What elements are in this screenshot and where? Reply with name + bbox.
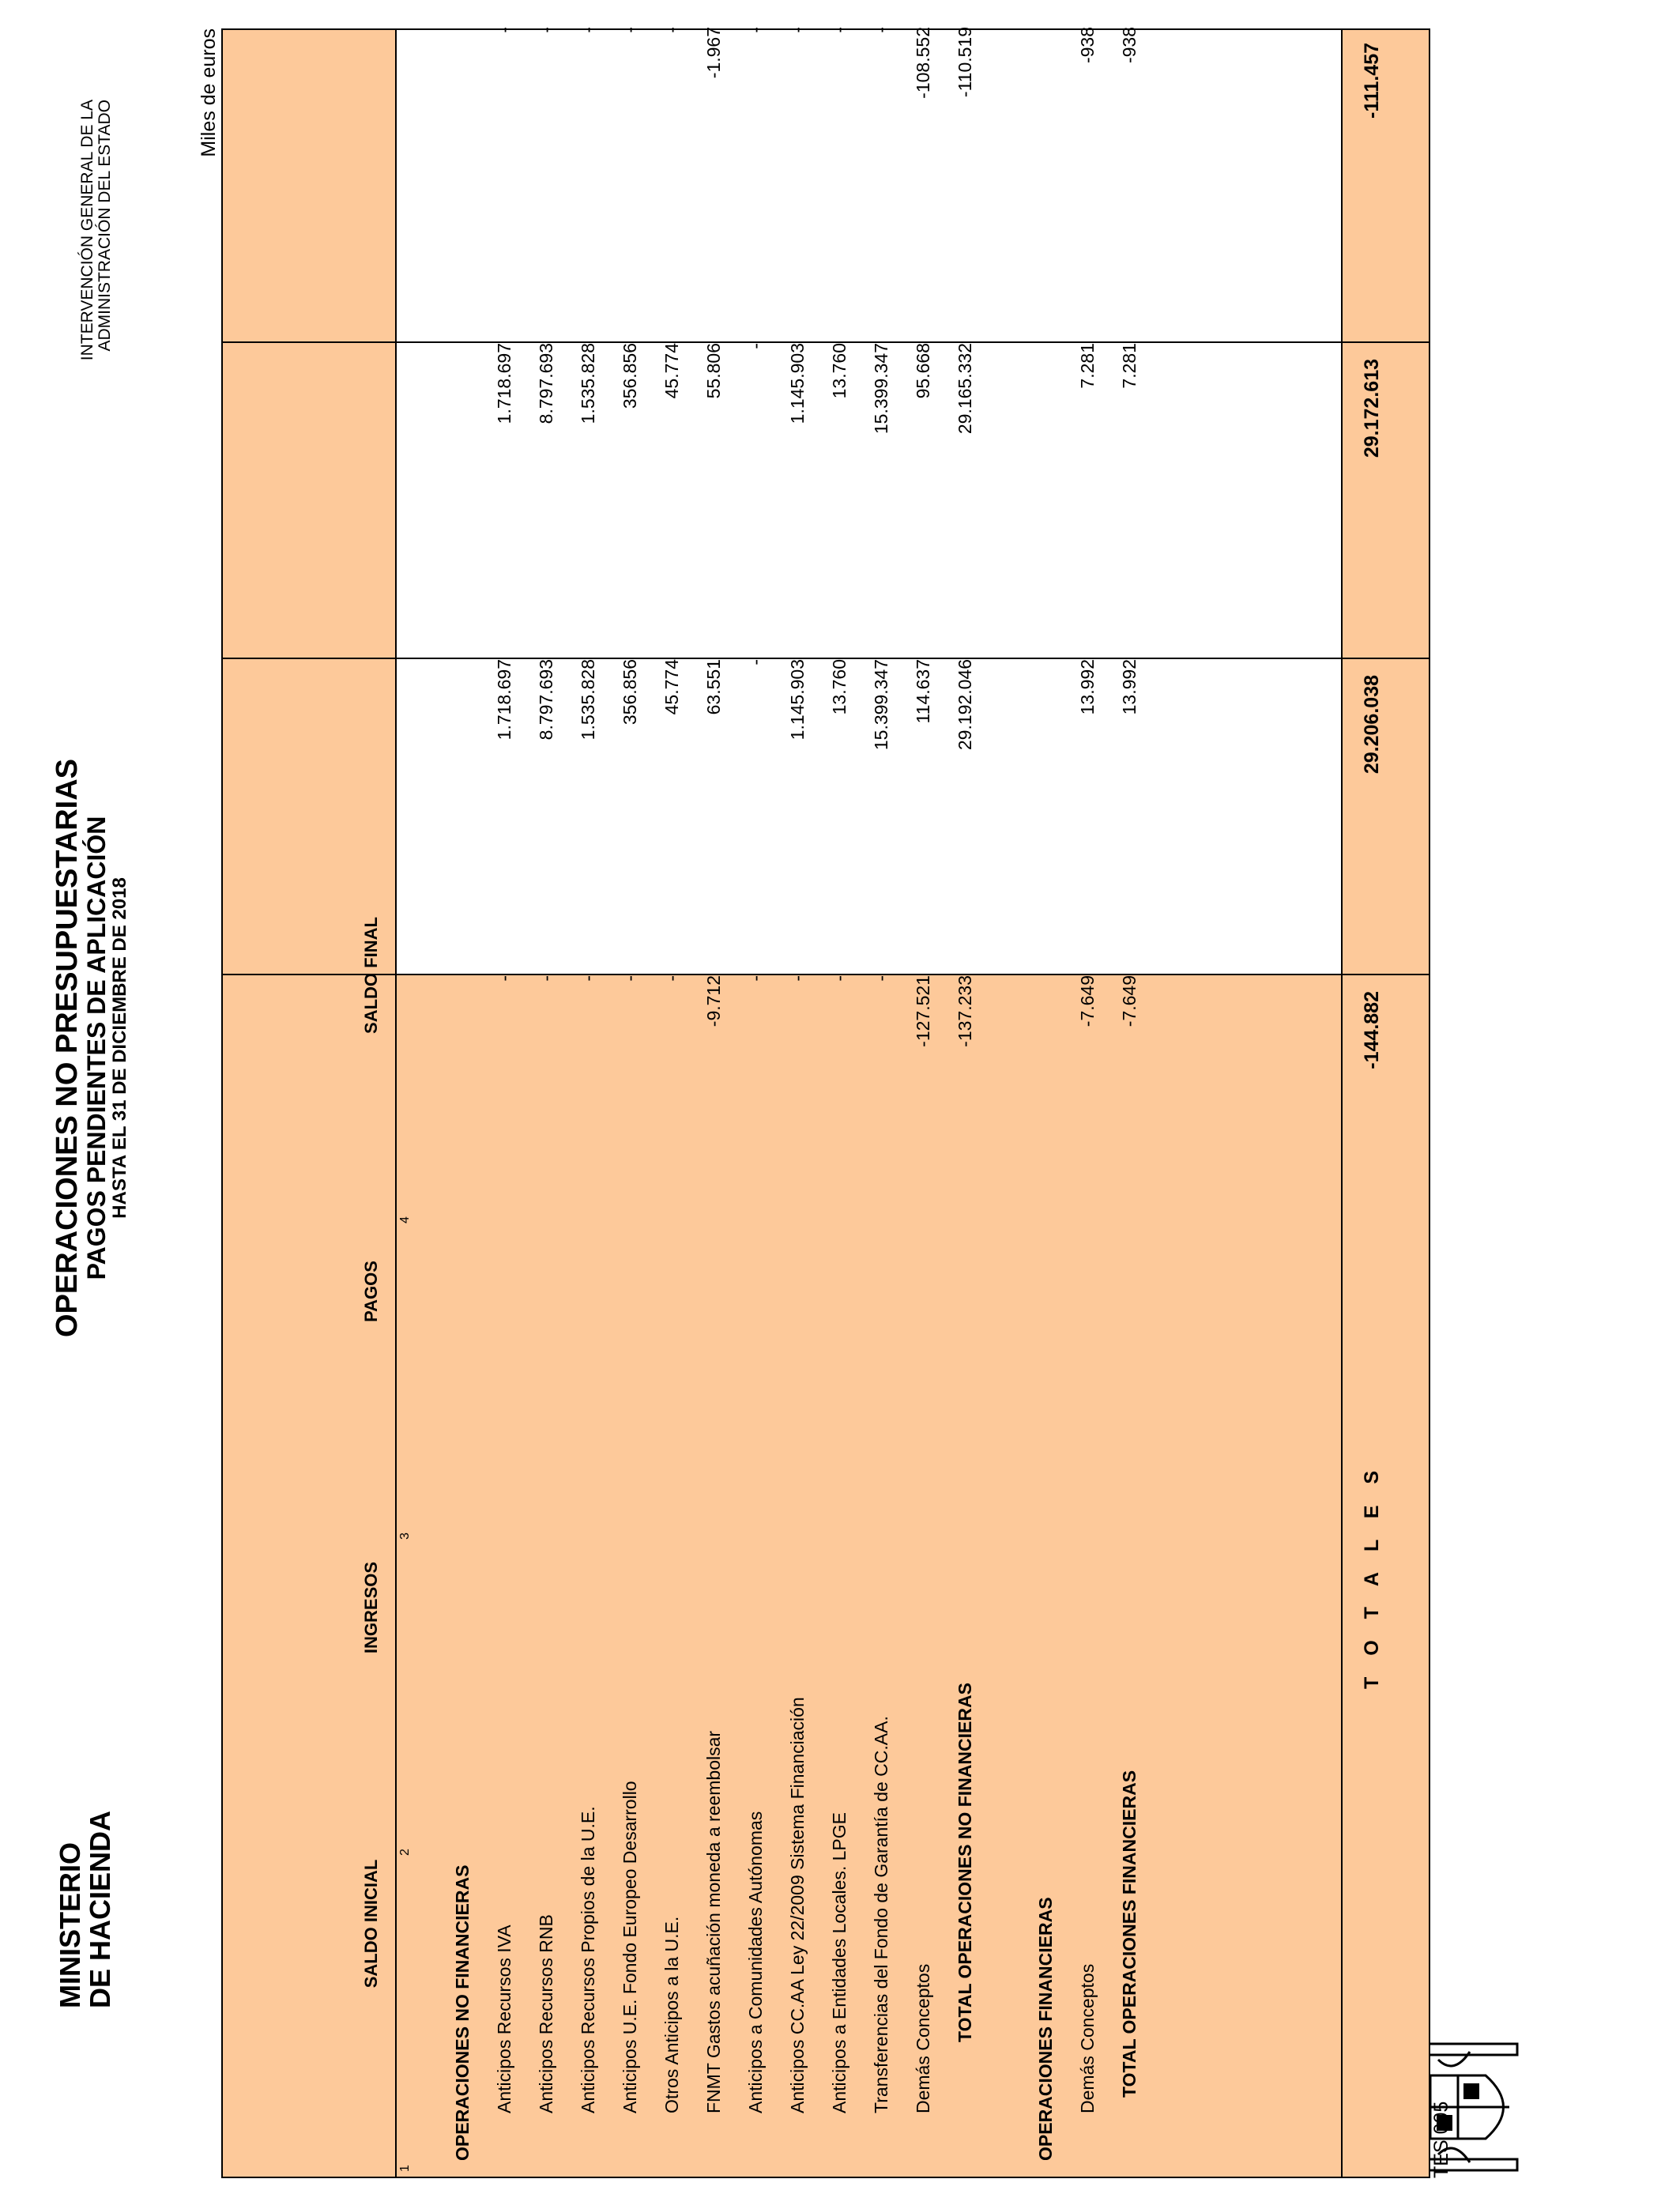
table-cell: - (829, 975, 849, 982)
table-cell: -7.649 (1119, 975, 1139, 1027)
table-cell: 7.281 (1119, 343, 1139, 389)
table-cell: -7.649 (1077, 975, 1098, 1027)
column-header-pagos: PAGOS (361, 1261, 381, 1322)
column-number: 2 (398, 1849, 412, 1856)
table-cell: - (578, 975, 598, 982)
totals-label: T O T A L E S (1361, 1462, 1383, 1690)
table-cell: 13.760 (829, 659, 849, 715)
table-cell: - (536, 975, 556, 982)
footer-code: TES 005 (1430, 2101, 1452, 2178)
table-cell: 45.774 (661, 343, 682, 399)
row-label: Anticipos a Comunidades Autónomas (745, 1811, 766, 2113)
row-label: Transferencias del Fondo de Garantía de CC.AA. (871, 1716, 891, 2113)
divider (1341, 30, 1343, 2177)
section-heading: OPERACIONES FINANCIERAS (1035, 1897, 1056, 2161)
table-cell: - (745, 975, 766, 982)
row-label: Anticipos Recursos RNB (536, 1914, 556, 2113)
table-cell: 1.718.697 (494, 343, 514, 424)
title-block (51, 692, 130, 1404)
table-cell: - (745, 343, 766, 349)
ministry-line-2: DE HACIENDA (84, 1810, 116, 2008)
row-label: Demás Conceptos (913, 1963, 933, 2113)
table-cell: 1.535.828 (578, 659, 598, 741)
table-cell: - (871, 975, 891, 982)
table-cell: 45.774 (661, 659, 682, 715)
table-cell: 7.281 (1077, 343, 1098, 389)
divider (223, 341, 1429, 343)
page-subtitle: PAGOS PENDIENTES DE APLICACIÓN (82, 816, 111, 1280)
table-cell: 114.637 (913, 659, 933, 724)
table-cell: 1.718.697 (494, 659, 514, 741)
table-cell: - (871, 27, 891, 33)
data-table (221, 28, 1430, 2178)
column-header-saldo-final: SALDO FINAL (361, 917, 381, 1034)
table-cell: -108.552 (913, 27, 933, 99)
table-cell: -938 (1119, 27, 1139, 64)
total-saldo-inicial: -144.882 (1361, 991, 1383, 1069)
table-cell: - (787, 975, 808, 982)
subtotal-label: TOTAL OPERACIONES NO FINANCIERAS (955, 1683, 975, 2042)
table-cell: 356.856 (620, 659, 640, 726)
column-number: 3 (398, 1532, 412, 1540)
divider (223, 658, 1429, 659)
table-cell: 63.551 (703, 659, 724, 715)
agency-name (79, 100, 114, 416)
table-cell: 95.668 (913, 343, 933, 399)
table-cell: 29.192.046 (955, 659, 975, 751)
table-cell: 1.145.903 (787, 343, 808, 424)
divider (223, 974, 1429, 975)
agency-line-2: ADMINISTRACIÓN DEL ESTADO (96, 100, 114, 352)
table-cell: 15.399.347 (871, 659, 891, 751)
table-cell: - (620, 975, 640, 982)
row-label: Anticipos Recursos Propios de la U.E. (578, 1806, 598, 2113)
ministry-name (55, 1811, 115, 2008)
row-label: Anticipos U.E. Fondo Europeo Desarrollo (620, 1781, 640, 2113)
table-cell: - (661, 27, 682, 33)
table-cell: - (494, 27, 514, 33)
table-cell: - (745, 659, 766, 665)
agency-line-1: INTERVENCIÓN GENERAL DE LA (78, 100, 96, 361)
divider (395, 30, 397, 2177)
row-label: Anticipos Recursos IVA (494, 1924, 514, 2113)
table-cell: -127.521 (913, 975, 933, 1047)
table-cell: - (745, 27, 766, 33)
units-label: Miles de euros (198, 28, 220, 157)
total-pagos: 29.172.613 (1361, 359, 1383, 458)
table-cell: 13.992 (1119, 659, 1139, 715)
table-cell: - (661, 975, 682, 982)
column-number: 4 (398, 1216, 412, 1223)
table-cell: - (620, 27, 640, 33)
column-header-saldo-inicial: SALDO INICIAL (361, 1859, 381, 1989)
row-label: Anticipos a Entidades Locales. LPGE (829, 1811, 849, 2113)
table-cell: -938 (1077, 27, 1098, 64)
table-cell: 13.992 (1077, 659, 1098, 715)
section-heading: OPERACIONES NO FINANCIERAS (452, 1864, 473, 2161)
table-cell: -1.967 (703, 27, 724, 79)
table-cell: 8.797.693 (536, 343, 556, 424)
page-title: OPERACIONES NO PRESUPUESTARIAS (51, 759, 84, 1337)
table-cell: - (829, 27, 849, 33)
table-cell: - (578, 27, 598, 33)
totals-fill (1341, 30, 1429, 2177)
page-date: HASTA EL 31 DE DICIEMBRE DE 2018 (109, 877, 130, 1219)
table-cell: - (536, 27, 556, 33)
table-cell: 1.535.828 (578, 343, 598, 424)
table-cell: -137.233 (955, 975, 975, 1047)
table-cell: -110.519 (955, 27, 975, 98)
row-label: FNMT Gastos acuñación moneda a reembolsar (703, 1730, 724, 2113)
column-number: 1 (398, 2165, 412, 2172)
subtotal-label: TOTAL OPERACIONES FINANCIERAS (1119, 1770, 1139, 2098)
table-cell: 29.165.332 (955, 343, 975, 435)
table-cell: 356.856 (620, 343, 640, 409)
table-cell: 55.806 (703, 343, 724, 399)
table-cell: 13.760 (829, 343, 849, 399)
row-label: Anticipos CC.AA Ley 22/2009 Sistema Financiación (787, 1697, 808, 2113)
table-cell: 8.797.693 (536, 659, 556, 741)
row-label: Demás Conceptos (1077, 1963, 1098, 2113)
ministry-line-1: MINISTERIO (54, 1842, 86, 2008)
table-cell: -9.712 (703, 975, 724, 1027)
total-saldo-final: -111.457 (1361, 43, 1383, 119)
table-cell: 1.145.903 (787, 659, 808, 741)
column-header-ingresos: INGRESOS (361, 1561, 381, 1654)
row-label: Otros Anticipos a la U.E. (661, 1916, 682, 2113)
table-cell: 15.399.347 (871, 343, 891, 435)
table-cell: - (494, 975, 514, 982)
total-ingresos: 29.206.038 (1361, 675, 1383, 775)
table-cell: - (787, 27, 808, 33)
